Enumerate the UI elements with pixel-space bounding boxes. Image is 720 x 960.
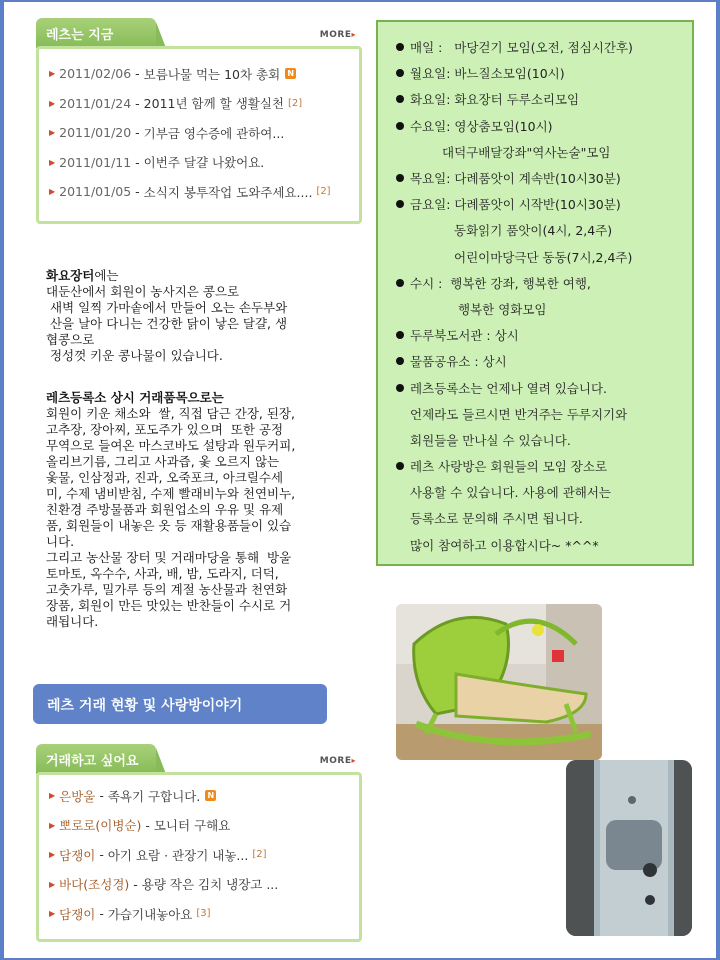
schedule-text: 행복한 영화모임 xyxy=(458,301,547,317)
schedule-text: 화요일: 화요장터 두루소리모임 xyxy=(410,92,580,108)
intro-line: 정성껏 키운 콩나물이 있습니다. xyxy=(46,348,223,363)
schedule-text: 레츠 사랑방은 회원들의 모임 장소로 xyxy=(410,459,608,475)
arrow-icon: ▶ xyxy=(49,157,56,167)
separator: - xyxy=(131,125,144,141)
trade-list-item[interactable] xyxy=(49,840,359,870)
intro-line: 산을 날아 다니는 건강한 닭이 낳은 달걀, 생 xyxy=(46,316,288,331)
intro-heading: 화요장터 xyxy=(46,268,95,283)
bullet-icon xyxy=(396,43,404,51)
humidifier-photo xyxy=(566,760,692,936)
schedule-row xyxy=(396,270,692,296)
schedule-row xyxy=(396,191,692,217)
goods-line: 니다. xyxy=(46,534,75,549)
schedule-row xyxy=(396,217,692,243)
goods-line: 올리브기름, 그리고 사과즙, 옻 오르지 않는 xyxy=(46,454,280,469)
schedule-text: 금요일: 다례품앗이 시작반(10시30분) xyxy=(410,197,621,213)
schedule-text: 어린이마당극단 동동(7시,2,4주) xyxy=(454,249,633,265)
schedule-panel xyxy=(376,20,694,566)
separator: - xyxy=(141,817,154,833)
trade-author: 은방울 xyxy=(59,788,96,804)
notice-list-item[interactable] xyxy=(49,148,359,178)
arrow-icon: ▶ xyxy=(49,98,56,108)
schedule-row xyxy=(396,296,692,322)
trade-title[interactable]: 용량 작은 김치 냉장고 ... xyxy=(141,877,279,893)
more-arrow-icon: ▸ xyxy=(351,756,356,765)
more-label[interactable]: MORE xyxy=(319,30,352,40)
schedule-row xyxy=(396,165,692,191)
notice-date: 2011/01/05 xyxy=(59,184,132,200)
humidifier-image xyxy=(566,760,692,936)
trade-title[interactable]: 족욕기 구합니다. xyxy=(107,788,201,804)
intro-heading-line xyxy=(46,268,356,284)
new-badge-icon: N xyxy=(205,790,216,801)
notice-list-item[interactable] xyxy=(49,118,359,148)
schedule-row xyxy=(396,322,692,348)
schedule-row xyxy=(396,139,692,165)
trade-author: 담쟁이 xyxy=(59,906,96,922)
goods-line: 옻물, 인삼정과, 진과, 오죽포크, 아크릴수세 xyxy=(46,470,284,485)
more-arrow-icon: ▸ xyxy=(351,30,356,39)
schedule-text: 두루북도서관 : 상시 xyxy=(410,328,519,344)
intro-line: 새벽 일찍 가마솥에서 만들어 오는 손두부와 xyxy=(46,300,288,315)
notice-list-item[interactable] xyxy=(49,89,359,119)
comment-count: [3] xyxy=(196,908,211,920)
bullet-icon xyxy=(396,174,404,182)
baby-rocker-photo xyxy=(396,604,602,760)
trade-list-item[interactable] xyxy=(49,811,359,841)
schedule-row xyxy=(396,505,692,531)
arrow-icon: ▶ xyxy=(49,128,56,138)
notice-date: 2011/01/24 xyxy=(59,95,132,111)
schedule-text: 회원들을 만나실 수 있습니다. xyxy=(410,432,571,448)
comment-count: [2] xyxy=(252,849,267,861)
schedule-text: 월요일: 바느질소모임(10시) xyxy=(410,66,565,82)
trade-board-title[interactable]: 거래하고 싶어요 xyxy=(36,744,156,774)
goods-line: 회원이 키운 채소와 쌀, 직접 담근 간장, 된장, xyxy=(46,406,295,421)
notice-title[interactable]: 기부금 영수증에 관하여... xyxy=(143,125,285,141)
goods-text xyxy=(46,390,356,630)
goods-line: 장품, 회원이 만든 맛있는 반찬들이 수시로 거 xyxy=(46,598,292,613)
separator: - xyxy=(131,184,144,200)
arrow-icon: ▶ xyxy=(49,791,56,801)
schedule-text: 목요일: 다례품앗이 계속반(10시30분) xyxy=(410,171,621,187)
trade-title[interactable]: 아기 요람 · 관장기 내놓... xyxy=(107,847,249,863)
schedule-row xyxy=(396,453,692,479)
notice-list-item[interactable] xyxy=(49,177,359,207)
schedule-text: 매일 : 마당걷기 모임(오전, 점심시간후) xyxy=(410,40,633,56)
comment-count: [2] xyxy=(288,97,303,109)
schedule-row xyxy=(396,348,692,374)
trade-title[interactable]: 모니터 구해요 xyxy=(153,818,231,834)
schedule-text: 수시 : 행복한 강좌, 행복한 여행, xyxy=(410,275,591,291)
trade-list-item[interactable] xyxy=(49,899,359,929)
schedule-row xyxy=(396,86,692,112)
schedule-text: 많이 참여하고 이용합시다~ *^^* xyxy=(410,537,599,553)
more-link[interactable] xyxy=(320,30,356,40)
schedule-row xyxy=(396,479,692,505)
schedule-text: 수요일: 영상춤모임(10시) xyxy=(410,118,553,134)
arrow-icon: ▶ xyxy=(49,820,56,830)
schedule-row xyxy=(396,34,692,60)
notice-list-box xyxy=(36,46,362,224)
intro-line: 협콩으로 xyxy=(46,332,95,347)
bullet-icon xyxy=(396,200,404,208)
goods-line: 품, 회원들이 내놓은 옷 등 재활용품들이 있습 xyxy=(46,518,292,533)
notice-board xyxy=(36,18,362,228)
trade-board xyxy=(36,744,362,944)
intro-heading-suffix: 에는 xyxy=(94,268,119,283)
separator: - xyxy=(129,876,142,892)
schedule-row xyxy=(396,244,692,270)
schedule-text: 레츠등록소는 언제나 열려 있습니다. xyxy=(410,380,608,396)
new-badge-icon: N xyxy=(285,68,296,79)
notice-list xyxy=(39,49,359,207)
schedule-text: 물품공유소 : 상시 xyxy=(410,354,507,370)
goods-line: 고춧가루, 밀가루 등의 계절 농산물과 천연화 xyxy=(46,582,288,597)
bullet-icon xyxy=(396,384,404,392)
notice-list-item[interactable] xyxy=(49,59,359,89)
trade-author: 담쟁이 xyxy=(59,847,96,863)
arrow-icon: ▶ xyxy=(49,187,56,197)
trade-list xyxy=(39,775,359,929)
schedule-text: 언제라도 들르시면 반겨주는 두루지기와 xyxy=(410,406,628,422)
more-label[interactable]: MORE xyxy=(319,756,352,766)
arrow-icon: ▶ xyxy=(49,879,56,889)
tab-cap xyxy=(156,22,166,48)
bullet-icon xyxy=(396,331,404,339)
arrow-icon: ▶ xyxy=(49,850,56,860)
intro-line: 대둔산에서 회원이 농사지은 콩으로 xyxy=(46,284,240,299)
trade-author: 뽀로로(이병순) xyxy=(59,818,142,834)
notice-title[interactable]: 2011년 함께 할 생활실천 xyxy=(143,96,285,112)
separator: - xyxy=(95,906,108,922)
trade-list-item[interactable] xyxy=(49,781,359,811)
bullet-icon xyxy=(396,122,404,130)
bullet-icon xyxy=(396,69,404,77)
goods-line: 그리고 농산물 장터 및 거래마당을 통해 방울 xyxy=(46,550,292,565)
schedule-row xyxy=(396,374,692,400)
bullet-icon xyxy=(396,462,404,470)
intro-text xyxy=(46,268,356,364)
trade-author: 바다(조성경) xyxy=(59,877,130,893)
separator: - xyxy=(131,95,144,111)
schedule-row xyxy=(396,60,692,86)
schedule-text: 동화읽기 품앗이(4시, 2,4주) xyxy=(454,223,613,239)
trade-status-banner[interactable]: 레츠 거래 현황 및 사랑방이야기 xyxy=(33,684,327,724)
bullet-icon xyxy=(396,357,404,365)
bullet-icon xyxy=(396,279,404,287)
schedule-row xyxy=(396,532,692,558)
separator: - xyxy=(131,154,144,170)
schedule-text: 등록소로 문의해 주시면 됩니다. xyxy=(410,511,583,527)
goods-line: 미, 수제 냄비받침, 수제 빨래비누와 천연비누, xyxy=(46,486,296,501)
comment-count: [2] xyxy=(316,186,331,198)
notice-board-title[interactable]: 레츠는 지금 xyxy=(36,18,156,48)
trade-list-item[interactable] xyxy=(49,870,359,900)
goods-line: 래됩니다. xyxy=(46,614,99,629)
bullet-icon xyxy=(396,95,404,103)
notice-date: 2011/01/20 xyxy=(59,125,132,141)
separator: - xyxy=(95,847,108,863)
tab-cap xyxy=(156,748,166,774)
more-link[interactable] xyxy=(320,756,356,766)
schedule-row xyxy=(396,113,692,139)
goods-line: 친환경 주방물품과 회원업소의 우유 및 유제 xyxy=(46,502,284,517)
notice-title[interactable]: 이번주 달걀 나왔어요. xyxy=(143,155,265,171)
trade-title[interactable]: 가습기내놓아요 xyxy=(107,906,193,922)
notice-date: 2011/02/06 xyxy=(59,66,132,82)
goods-heading: 레츠등록소 상시 거래품목으로는 xyxy=(46,390,224,405)
notice-date: 2011/01/11 xyxy=(59,154,132,170)
goods-line: 무역으로 들여온 마스코바도 설탕과 원두커피, xyxy=(46,438,296,453)
separator: - xyxy=(95,788,108,804)
separator: - xyxy=(131,66,144,82)
goods-line: 토마토, 옥수수, 사과, 배, 밤, 도라지, 더덕, xyxy=(46,566,279,581)
schedule-text: 사용할 수 있습니다. 사용에 관해서는 xyxy=(410,485,611,501)
baby-rocker-image xyxy=(396,604,602,760)
goods-line: 고추장, 장아찌, 포도주가 있으며 또한 공정 xyxy=(46,422,284,437)
trade-list-box xyxy=(36,772,362,942)
notice-title[interactable]: 소식지 봉투작업 도와주세요.... xyxy=(143,184,313,200)
notice-title[interactable]: 보름나물 먹는 10차 총회 xyxy=(143,66,281,82)
schedule-row xyxy=(396,401,692,427)
arrow-icon: ▶ xyxy=(49,69,56,79)
schedule-text: 대덕구배달강좌"역사논술"모임 xyxy=(442,144,611,160)
arrow-icon: ▶ xyxy=(49,909,56,919)
schedule-row xyxy=(396,427,692,453)
